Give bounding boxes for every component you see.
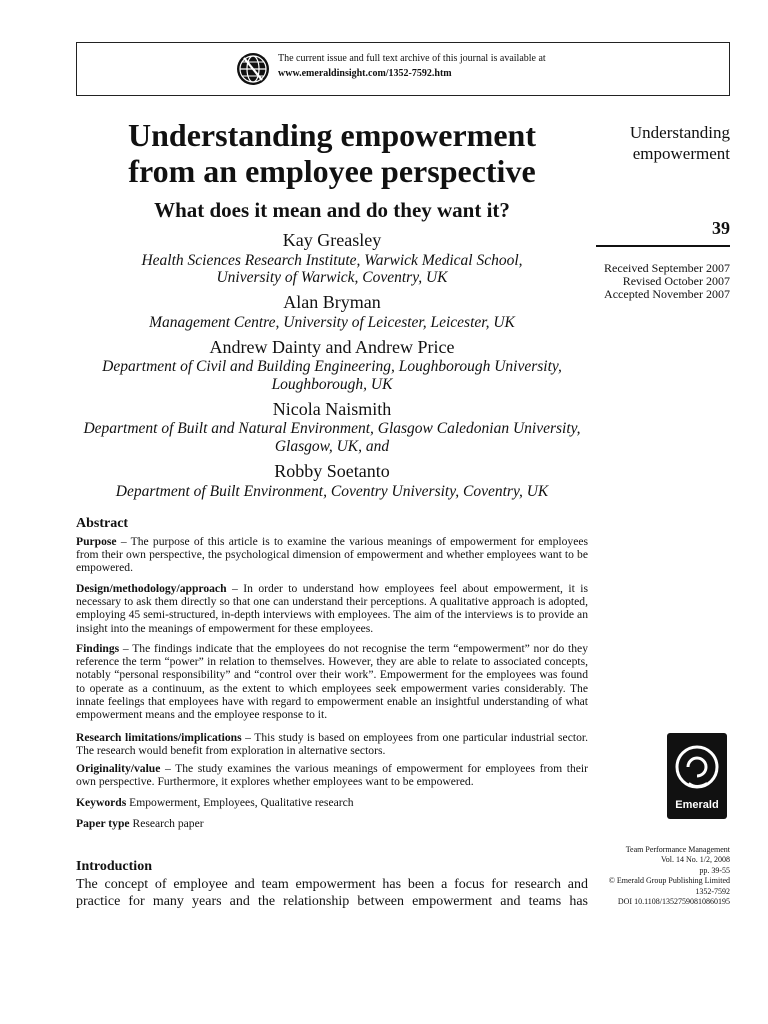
running-head-line-2: empowerment [632, 144, 730, 163]
abstract-design [76, 582, 588, 635]
author-affiliation: Department of Built Environment, Coventry University, Coventry, UK [115, 483, 549, 500]
journal-copyright: © Emerald Group Publishing Limited [608, 876, 730, 885]
findings-text: – The findings indicate that the employees do not recognise the term “empowerment” nor do they reference the term “power” in relation to themselves. However, they are able to relate to associated concepts, notably “personal responsibility” and “control over their work”. Empowerment for the employees was found to operate as a continuum, as the extent to which employees seek empowerment varies considerably. The innate feelings that employees have with regard to empowerment enable an insightful understanding of what empowerment means and the employee response to it. [76, 642, 588, 722]
abstract-originality [76, 762, 588, 788]
keywords-text: Empowerment, Employees, Qualitative research [126, 796, 354, 809]
keywords-label: Keywords [76, 796, 127, 809]
author-affiliation: University of Warwick, Coventry, UK [216, 269, 448, 286]
globe-icon [236, 52, 270, 86]
abstract-findings [76, 642, 588, 721]
design-text: – In order to understand how employees feel about empowerment, it is necessary to ask them directly so that one can understand their perceptions. A qualitative approach is adopted, employing 45 semi-structured, in-depth interviews with employees. The aim of the interviews is to provide an insight into the meanings of empowerment for these employees. [76, 582, 588, 635]
emerald-logo-text: Emerald [675, 799, 719, 811]
journal-volume: Vol. 14 No. 1/2, 2008 [661, 855, 730, 864]
originality-text: – The study examines the various meanings of empowerment for employees from their own perspective. Furthermore, it explores whether employees want to be empowered. [76, 762, 588, 789]
paper-subtitle: What does it mean and do they want it? [154, 198, 510, 222]
author-name: Alan Bryman [283, 292, 381, 312]
page-number-rule [596, 245, 730, 247]
purpose-text: – The purpose of this article is to examine the various meanings of empowerment for employees from their own perspective, the psychological dimension of empowerment and whether employees want to be empowered. [76, 535, 588, 575]
paper-title-line-2: from an employee perspective [128, 153, 536, 189]
author-affiliation: Department of Built and Natural Environment, Glasgow Caledonian University, [83, 420, 581, 437]
introduction-line-1: The concept of employee and team empowerment has been a focus for research and [76, 877, 588, 892]
journal-url-link[interactable]: www.emeraldinsight.com/1352-7592.htm [278, 68, 452, 79]
journal-name: Team Performance Management [625, 845, 730, 854]
originality-label: Originality/value [76, 762, 161, 775]
papertype-label: Paper type [76, 817, 130, 830]
running-head [596, 122, 730, 164]
limitations-label: Research limitations/implications [76, 731, 242, 744]
journal-pages: pp. 39-55 [699, 866, 730, 875]
author-name: Robby Soetanto [274, 461, 390, 481]
author-affiliation: Management Centre, University of Leicester, Leicester, UK [149, 314, 515, 331]
author-affiliation: Loughborough, UK [271, 376, 393, 393]
author-affiliation: Glasgow, UK, and [274, 438, 390, 455]
abstract-purpose [76, 535, 588, 575]
limitations-text: – This study is based on employees from one particular industrial sector. The research would benefit from exploration in alternative sectors. [76, 731, 588, 758]
page-number: 39 [712, 218, 730, 238]
author-name: Nicola Naismith [272, 399, 392, 419]
availability-text: The current issue and full text archive of this journal is available at [278, 53, 546, 64]
abstract-heading: Abstract [76, 516, 129, 531]
author-name: Andrew Dainty and Andrew Price [209, 337, 455, 357]
keywords [76, 796, 354, 809]
author-affiliation: Health Sciences Research Institute, Warwick Medical School, [141, 252, 523, 269]
author-affiliation: Department of Civil and Building Engineering, Loughborough University, [102, 358, 562, 375]
revised-date: Revised October 2007 [622, 274, 730, 288]
purpose-label: Purpose [76, 535, 117, 548]
findings-label: Findings [76, 642, 120, 655]
journal-doi: DOI 10.1108/13527590810860195 [617, 897, 730, 906]
abstract-limitations [76, 731, 588, 757]
running-head-line-1: Understanding [629, 123, 730, 142]
introduction-line-2: practice for many years and the relationship between empowerment and teams has [76, 894, 588, 909]
papertype-text: Research paper [129, 817, 204, 830]
paper-title-line-1: Understanding empowerment [128, 117, 536, 153]
accepted-date: Accepted November 2007 [604, 287, 730, 301]
emerald-swirl-icon [667, 737, 727, 803]
received-date: Received September 2007 [604, 261, 730, 275]
journal-issn: 1352-7592 [695, 887, 730, 896]
author-name: Kay Greasley [282, 230, 382, 250]
paper-type [76, 817, 204, 830]
design-label: Design/methodology/approach [76, 582, 227, 595]
introduction-heading: Introduction [76, 859, 152, 874]
